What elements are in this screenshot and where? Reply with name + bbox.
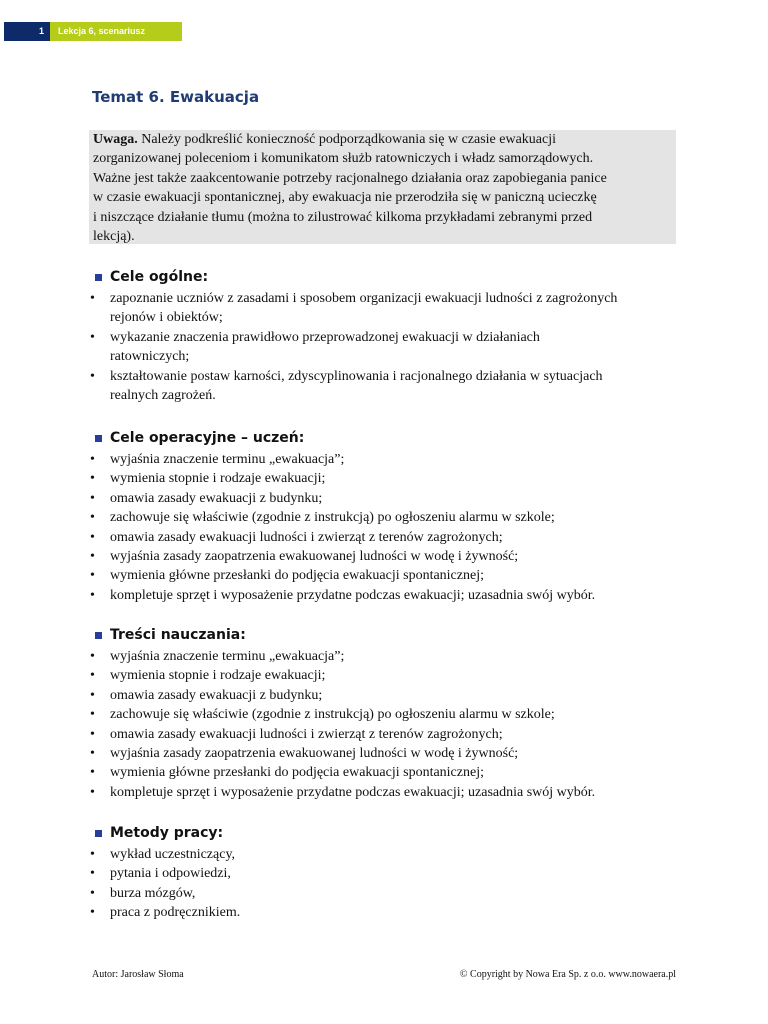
- square-bullet-icon: [95, 274, 102, 281]
- section-heading: [90, 821, 690, 845]
- list-item-line: realnych zagrożeń.: [110, 388, 216, 404]
- footer-copyright: © Copyright by Nowa Era Sp. z o.o. www.nowaera.pl: [459, 969, 676, 980]
- note-label: Uwaga.: [93, 132, 138, 147]
- note-line: [93, 130, 672, 149]
- section-heading: [90, 426, 690, 450]
- list-item: • omawia zasady ewakuacji z budynku;: [90, 686, 690, 705]
- section-heading-text: Metody pracy:: [110, 825, 224, 841]
- list-item: • praca z podręcznikiem.: [90, 903, 690, 922]
- list-item: [90, 289, 690, 328]
- list-item: • zachowuje się właściwie (zgodnie z instrukcją) po ogłoszeniu alarmu w szkole;: [90, 508, 690, 527]
- note-line-text: Należy podkreślić konieczność podporządkowania się w czasie ewakuacji: [137, 132, 557, 147]
- section-teaching-content: [90, 623, 690, 802]
- bullet-list: [90, 647, 690, 802]
- section-operational-goals: [90, 426, 690, 605]
- section-heading-text: Treści nauczania:: [110, 627, 246, 643]
- list-item: • wykład uczestniczący,: [90, 845, 690, 864]
- note-line: zorganizowanej poleceniom i komunikatom służb ratowniczych i władz samorządowych.: [93, 151, 594, 167]
- list-item-line: wykazanie znaczenia prawidłowo przeprowadzonej ewakuacji w działaniach: [110, 329, 540, 345]
- lesson-label: Lekcja 6, scenariusz: [50, 22, 182, 41]
- list-item-line: zapoznanie uczniów z zasadami i sposobem organizacji ewakuacji ludności z zagrożonych: [110, 291, 618, 306]
- list-item: • wymienia główne przesłanki do podjęcia ewakuacji spontanicznej;: [90, 763, 690, 782]
- list-item: • zachowuje się właściwie (zgodnie z instrukcją) po ogłoszeniu alarmu w szkole;: [90, 705, 690, 724]
- list-item: • kompletuje sprzęt i wyposażenie przydatne podczas ewakuacji; uzasadnia swój wybór.: [90, 586, 690, 605]
- list-item: • burza mózgów,: [90, 884, 690, 903]
- list-item-line: rejonów i obiektów;: [110, 310, 223, 326]
- page-header: [4, 22, 182, 41]
- list-item: • wymienia stopnie i rodzaje ewakuacji;: [90, 469, 690, 488]
- section-heading: [90, 265, 690, 289]
- list-item: • wyjaśnia zasady zaopatrzenia ewakuowanej ludności w wodę i żywność;: [90, 744, 690, 763]
- list-item: • omawia zasady ewakuacji ludności i zwierząt z terenów zagrożonych;: [90, 528, 690, 547]
- section-general-goals: [90, 265, 690, 405]
- list-item: • pytania i odpowiedzi,: [90, 864, 690, 883]
- list-item: [90, 367, 690, 406]
- square-bullet-icon: [95, 435, 102, 442]
- section-heading: [90, 623, 690, 647]
- page-number: 1: [4, 22, 50, 41]
- list-item: • wymienia stopnie i rodzaje ewakuacji;: [90, 666, 690, 685]
- list-item: • wyjaśnia zasady zaopatrzenia ewakuowanej ludności w wodę i żywność;: [90, 547, 690, 566]
- note-box: [89, 130, 676, 244]
- list-item: • kompletuje sprzęt i wyposażenie przydatne podczas ewakuacji; uzasadnia swój wybór.: [90, 783, 690, 802]
- section-heading-text: Cele operacyjne – uczeń:: [110, 430, 305, 446]
- section-work-methods: [90, 821, 690, 923]
- section-heading-text: Cele ogólne:: [110, 269, 209, 285]
- note-line: lekcją).: [93, 229, 135, 245]
- square-bullet-icon: [95, 830, 102, 837]
- list-item: • omawia zasady ewakuacji z budynku;: [90, 489, 690, 508]
- list-item: • wyjaśnia znaczenie terminu „ewakuacja”;: [90, 450, 690, 469]
- square-bullet-icon: [95, 632, 102, 639]
- list-item: • wyjaśnia znaczenie terminu „ewakuacja”;: [90, 647, 690, 666]
- footer-author: Autor: Jarosław Słoma: [92, 969, 184, 980]
- note-line: w czasie ewakuacji spontanicznej, aby ewakuacja nie przerodziła się w paniczną ucieczkę: [93, 190, 597, 206]
- note-line: Ważne jest także zaakcentowanie potrzeby racjonalnego działania oraz zapobiegania panice: [93, 170, 607, 186]
- list-item: [90, 328, 690, 367]
- note-line: i niszczące działanie tłumu (można to zilustrować kilkoma przykładami zebranymi przed: [93, 209, 593, 225]
- list-item: • wymienia główne przesłanki do podjęcia ewakuacji spontanicznej;: [90, 566, 690, 585]
- bullet-list: [90, 289, 690, 405]
- page-title: Temat 6. Ewakuacja: [92, 88, 260, 106]
- bullet-list: [90, 450, 690, 605]
- bullet-list: [90, 845, 690, 923]
- list-item-line: kształtowanie postaw karności, zdyscyplinowania i racjonalnego działania w sytuacjach: [110, 368, 603, 384]
- list-item-line: ratowniczych;: [110, 349, 190, 365]
- list-item: • omawia zasady ewakuacji ludności i zwierząt z terenów zagrożonych;: [90, 725, 690, 744]
